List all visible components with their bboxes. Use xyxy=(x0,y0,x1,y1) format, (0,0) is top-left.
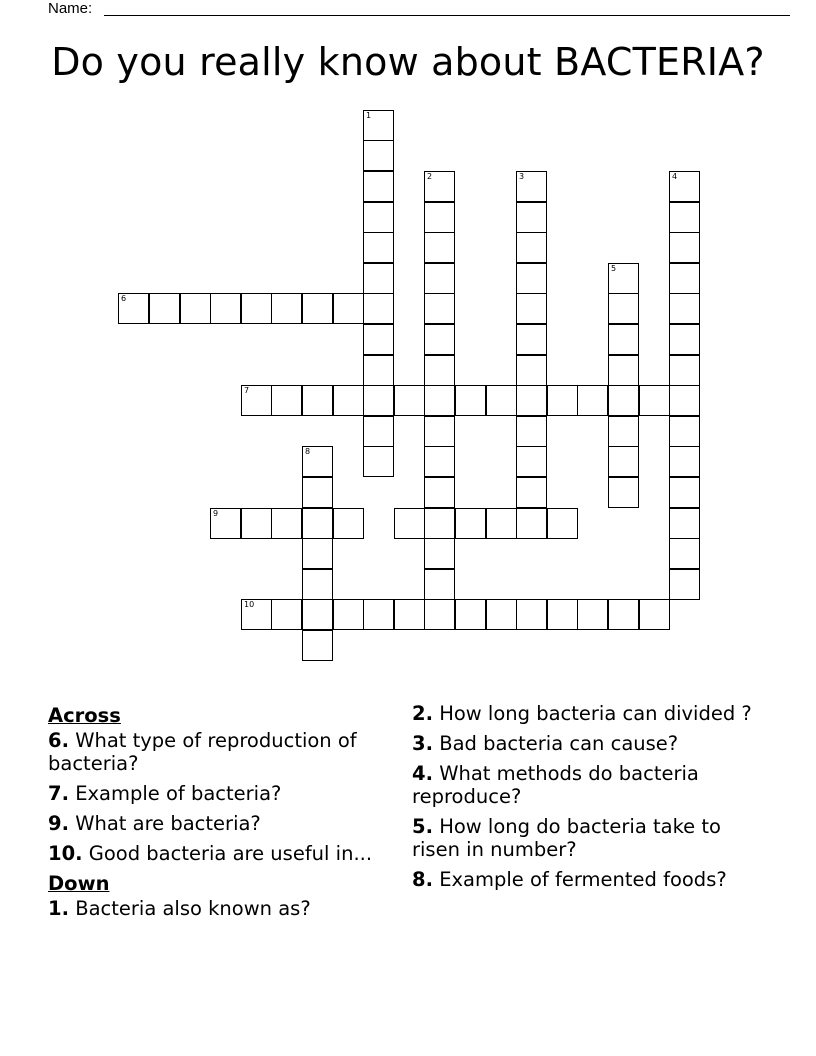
grid-cell[interactable] xyxy=(241,293,272,324)
grid-cell[interactable] xyxy=(669,385,700,416)
grid-cell[interactable] xyxy=(516,355,547,386)
grid-cell[interactable] xyxy=(333,385,364,416)
grid-cell[interactable] xyxy=(394,385,425,416)
grid-cell[interactable] xyxy=(608,263,639,294)
grid-cell[interactable] xyxy=(424,202,455,233)
clue-down-8 xyxy=(412,868,752,891)
grid-cell[interactable] xyxy=(210,293,241,324)
clue-number: 10. xyxy=(48,842,83,865)
grid-cell[interactable] xyxy=(424,446,455,477)
grid-cell[interactable] xyxy=(424,324,455,355)
clue-text: Bad bacteria can cause? xyxy=(439,732,679,755)
grid-cell[interactable] xyxy=(516,263,547,294)
grid-cell[interactable] xyxy=(241,385,272,416)
grid-cell[interactable] xyxy=(241,508,272,539)
grid-cell[interactable] xyxy=(669,355,700,386)
grid-cell[interactable] xyxy=(669,293,700,324)
grid-cell[interactable] xyxy=(302,293,333,324)
grid-cell[interactable] xyxy=(669,232,700,263)
clue-across-10 xyxy=(48,842,378,865)
clue-number: 6. xyxy=(48,729,69,752)
grid-cell[interactable] xyxy=(516,508,547,539)
grid-cell[interactable] xyxy=(302,630,333,661)
grid-cell[interactable] xyxy=(608,293,639,324)
clue-text: Good bacteria are useful in... xyxy=(88,842,373,865)
grid-cell[interactable] xyxy=(333,293,364,324)
grid-cell[interactable] xyxy=(547,508,578,539)
grid-cell[interactable] xyxy=(516,293,547,324)
grid-cell[interactable] xyxy=(241,599,272,630)
clue-number-label: 1 xyxy=(366,111,372,120)
clue-text: Bacteria also known as? xyxy=(75,897,311,920)
grid-cell[interactable] xyxy=(669,477,700,508)
grid-cell[interactable] xyxy=(516,477,547,508)
grid-cell[interactable] xyxy=(363,202,394,233)
grid-cell[interactable] xyxy=(424,538,455,569)
grid-cell[interactable] xyxy=(455,508,486,539)
grid-cell[interactable] xyxy=(516,416,547,447)
clue-number: 2. xyxy=(412,702,433,725)
grid-cell[interactable] xyxy=(669,324,700,355)
clue-number: 9. xyxy=(48,812,69,835)
clue-number-label: 8 xyxy=(305,447,311,456)
grid-cell[interactable] xyxy=(516,385,547,416)
grid-cell[interactable] xyxy=(424,385,455,416)
grid-cell[interactable] xyxy=(639,385,670,416)
grid-cell[interactable] xyxy=(455,385,486,416)
grid-cell[interactable] xyxy=(271,293,302,324)
grid-cell[interactable] xyxy=(516,232,547,263)
grid-cell[interactable] xyxy=(363,324,394,355)
clue-down-1 xyxy=(48,897,378,920)
grid-cell[interactable] xyxy=(302,446,333,477)
grid-cell[interactable] xyxy=(516,324,547,355)
across-heading: Across xyxy=(48,704,121,727)
clue-text: How long bacteria can divided ? xyxy=(439,702,752,725)
clue-text: How long do bacteria take to risen in number? xyxy=(412,815,721,861)
grid-cell[interactable] xyxy=(363,385,394,416)
grid-cell[interactable] xyxy=(302,538,333,569)
grid-cell[interactable] xyxy=(118,293,149,324)
grid-cell[interactable] xyxy=(302,508,333,539)
grid-cell[interactable] xyxy=(608,324,639,355)
grid-cell[interactable] xyxy=(363,355,394,386)
grid-cell[interactable] xyxy=(302,477,333,508)
grid-cell[interactable] xyxy=(608,385,639,416)
grid-cell[interactable] xyxy=(424,477,455,508)
clue-number: 7. xyxy=(48,782,69,805)
grid-cell[interactable] xyxy=(424,569,455,600)
clue-down-2 xyxy=(412,702,752,725)
grid-cell[interactable] xyxy=(180,293,211,324)
grid-cell[interactable] xyxy=(486,385,517,416)
grid-cell[interactable] xyxy=(608,599,639,630)
grid-cell[interactable] xyxy=(455,599,486,630)
clue-across-7 xyxy=(48,782,378,805)
grid-cell[interactable] xyxy=(363,110,394,141)
clue-number-label: 5 xyxy=(611,264,617,273)
clue-down-5 xyxy=(412,815,752,861)
grid-cell[interactable] xyxy=(424,599,455,630)
grid-cell[interactable] xyxy=(363,263,394,294)
grid-cell[interactable] xyxy=(302,569,333,600)
grid-cell[interactable] xyxy=(394,508,425,539)
grid-cell[interactable] xyxy=(363,293,394,324)
clue-number-label: 3 xyxy=(519,172,525,181)
grid-cell[interactable] xyxy=(516,171,547,202)
grid-cell[interactable] xyxy=(424,416,455,447)
grid-cell[interactable] xyxy=(486,508,517,539)
clue-across-9 xyxy=(48,812,378,835)
grid-cell[interactable] xyxy=(608,446,639,477)
clue-number: 4. xyxy=(412,762,433,785)
grid-cell[interactable] xyxy=(424,508,455,539)
grid-cell[interactable] xyxy=(363,446,394,477)
page-title: Do you really know about BACTERIA? xyxy=(51,40,765,84)
grid-cell[interactable] xyxy=(271,599,302,630)
clue-text: Example of fermented foods? xyxy=(439,868,727,891)
grid-cell[interactable] xyxy=(424,293,455,324)
clues-left-column xyxy=(48,702,378,927)
clue-number-label: 4 xyxy=(672,172,678,181)
grid-cell[interactable] xyxy=(394,599,425,630)
clue-down-3 xyxy=(412,732,752,755)
grid-cell[interactable] xyxy=(577,599,608,630)
clue-number-label: 7 xyxy=(244,386,250,395)
grid-cell[interactable] xyxy=(424,355,455,386)
grid-cell[interactable] xyxy=(577,385,608,416)
grid-cell[interactable] xyxy=(424,171,455,202)
grid-cell[interactable] xyxy=(608,416,639,447)
clue-text: What type of reproduction of bacteria? xyxy=(48,729,357,775)
grid-cell[interactable] xyxy=(669,569,700,600)
grid-cell[interactable] xyxy=(210,508,241,539)
down-heading: Down xyxy=(48,872,110,895)
grid-cell[interactable] xyxy=(149,293,180,324)
clue-across-6 xyxy=(48,729,378,775)
grid-cell[interactable] xyxy=(516,202,547,233)
clue-number-label: 2 xyxy=(427,172,433,181)
clue-number-label: 10 xyxy=(244,600,255,609)
grid-cell[interactable] xyxy=(363,171,394,202)
clue-number-label: 6 xyxy=(121,294,127,303)
grid-cell[interactable] xyxy=(516,446,547,477)
grid-cell[interactable] xyxy=(363,599,394,630)
grid-cell[interactable] xyxy=(424,263,455,294)
grid-cell[interactable] xyxy=(669,538,700,569)
grid-cell[interactable] xyxy=(363,416,394,447)
clue-number: 1. xyxy=(48,897,69,920)
grid-cell[interactable] xyxy=(608,477,639,508)
grid-cell[interactable] xyxy=(363,232,394,263)
clue-number: 3. xyxy=(412,732,433,755)
grid-cell[interactable] xyxy=(547,385,578,416)
clue-number-label: 9 xyxy=(213,509,219,518)
grid-cell[interactable] xyxy=(669,508,700,539)
clues-right-column xyxy=(412,702,752,898)
grid-cell[interactable] xyxy=(302,385,333,416)
grid-cell[interactable] xyxy=(608,355,639,386)
grid-cell[interactable] xyxy=(333,599,364,630)
grid-cell[interactable] xyxy=(271,385,302,416)
grid-cell[interactable] xyxy=(669,416,700,447)
grid-cell[interactable] xyxy=(669,202,700,233)
grid-cell[interactable] xyxy=(424,232,455,263)
grid-cell[interactable] xyxy=(639,599,670,630)
clue-text: What are bacteria? xyxy=(75,812,261,835)
grid-cell[interactable] xyxy=(669,446,700,477)
grid-cell[interactable] xyxy=(271,508,302,539)
clue-number: 8. xyxy=(412,868,433,891)
name-label: Name: xyxy=(48,0,93,17)
grid-cell[interactable] xyxy=(669,263,700,294)
grid-cell[interactable] xyxy=(363,140,394,171)
grid-cell[interactable] xyxy=(302,599,333,630)
grid-cell[interactable] xyxy=(333,508,364,539)
clue-text: What methods do bacteria reproduce? xyxy=(412,762,699,808)
grid-cell[interactable] xyxy=(486,599,517,630)
grid-cell[interactable] xyxy=(669,171,700,202)
clue-number: 5. xyxy=(412,815,433,838)
grid-cell[interactable] xyxy=(547,599,578,630)
clue-text: Example of bacteria? xyxy=(75,782,282,805)
grid-cell[interactable] xyxy=(516,599,547,630)
clue-down-4 xyxy=(412,762,752,808)
